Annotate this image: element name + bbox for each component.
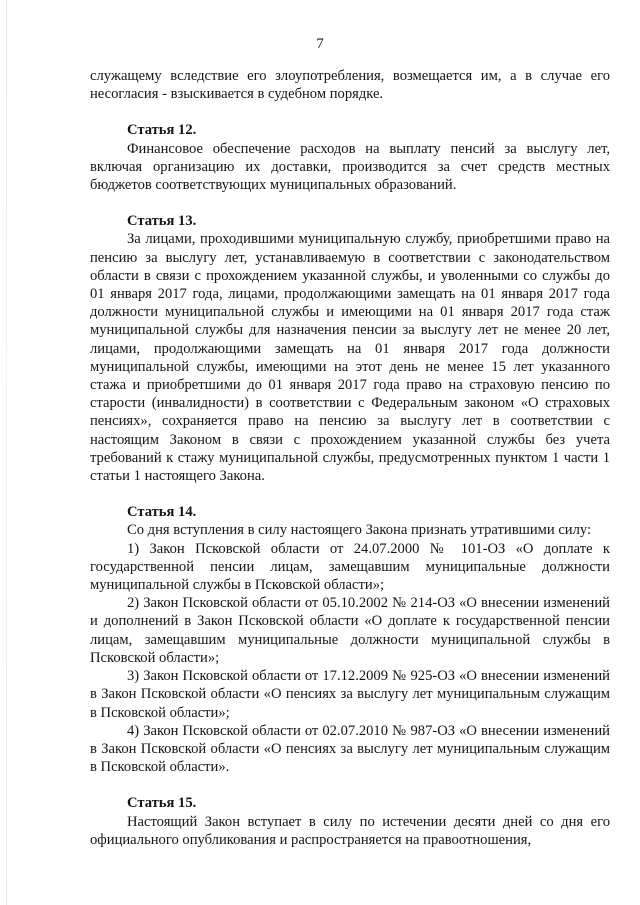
article-13 — [90, 212, 610, 485]
article-13-paragraph-1: За лицами, проходившими муниципальную службу, приобретшими право на пенсию за выслугу лет, устанавливаемую в соответствии с законодательством области в связи с прохождением указанной службы, и уволенными со службы до 01 января 2017 года, лицами, продолжающими замещать на 01 января 2017 года должности муниципальной службы и имеющими на 01 января 2017 года стаж муниципальной службы для назначения пенсии за выслугу лет не менее 20 лет, лицами, продолжающими замещать на 01 января 2017 года должности муниципальной службы, имеющими на этот день не менее 15 лет указанного стажа и приобретшими до 01 января 2017 года право на страховую пенсию по старости (инвалидности) в соответствии с Федеральным законом «О страховых пенсиях», сохраняется право на пенсию за выслугу лет в соответствии с настоящим Законом в связи с прохождением указанной службы без учета требований к стажу муниципальной службы, предусмотренных пунктом 1 части 1 статьи 1 настоящего Закона. — [90, 231, 610, 485]
article-12-title: Статья 12. — [127, 122, 197, 139]
article-15-title: Статья 15. — [127, 795, 197, 812]
article-14-item-2: 2) Закон Псковской области от 05.10.2002 № 214-ОЗ «О внесении изменений и дополнений в Закон Псковской области «О доплате к государственной пенсии лицам, замещавшим муниципальные должности муниципальной службы в Псковской области»; — [90, 595, 610, 666]
article-14-title: Статья 14. — [127, 504, 197, 521]
article-15-paragraph-1: Настоящий Закон вступает в силу по истечении десяти дней со дня его официального опубликования и распространяется на правоотношения, — [90, 813, 610, 848]
article-15 — [90, 794, 610, 849]
intro-paragraph: служащему вследствие его злоупотребления, возмещается им, а в случае его несогласия - взыскивается в судебном порядке. — [90, 68, 610, 103]
document-body — [90, 67, 610, 849]
scan-edge-line — [6, 0, 7, 905]
page-number: 7 — [316, 36, 324, 52]
article-14-paragraph-1: Со дня вступления в силу настоящего Закона признать утратившими силу: — [127, 522, 592, 539]
article-14-item-1: 1) Закон Псковской области от 24.07.2000 № 101-ОЗ «О доплате к государственной пенсии лицам, замещавшим муниципальные должности муниципальной службы в Псковской области»; — [90, 540, 610, 594]
article-12 — [90, 121, 610, 194]
article-14-item-3: 3) Закон Псковской области от 17.12.2009 № 925-ОЗ «О внесении изменений в Закон Псковской области «О пенсиях за выслугу лет муниципальным служащим в Псковской области»; — [90, 668, 610, 721]
article-14 — [90, 503, 610, 776]
article-14-item-4: 4) Закон Псковской области от 02.07.2010 № 987-ОЗ «О внесении изменений в Закон Псковской области «О пенсиях за выслугу лет муниципальным служащим в Псковской области». — [90, 722, 610, 776]
article-12-paragraph-1: Финансовое обеспечение расходов на выплату пенсий за выслугу лет, включая организацию их доставки, производится за счет средств местных бюджетов соответствующих муниципальных образований. — [90, 140, 610, 194]
article-13-title: Статья 13. — [127, 213, 197, 230]
